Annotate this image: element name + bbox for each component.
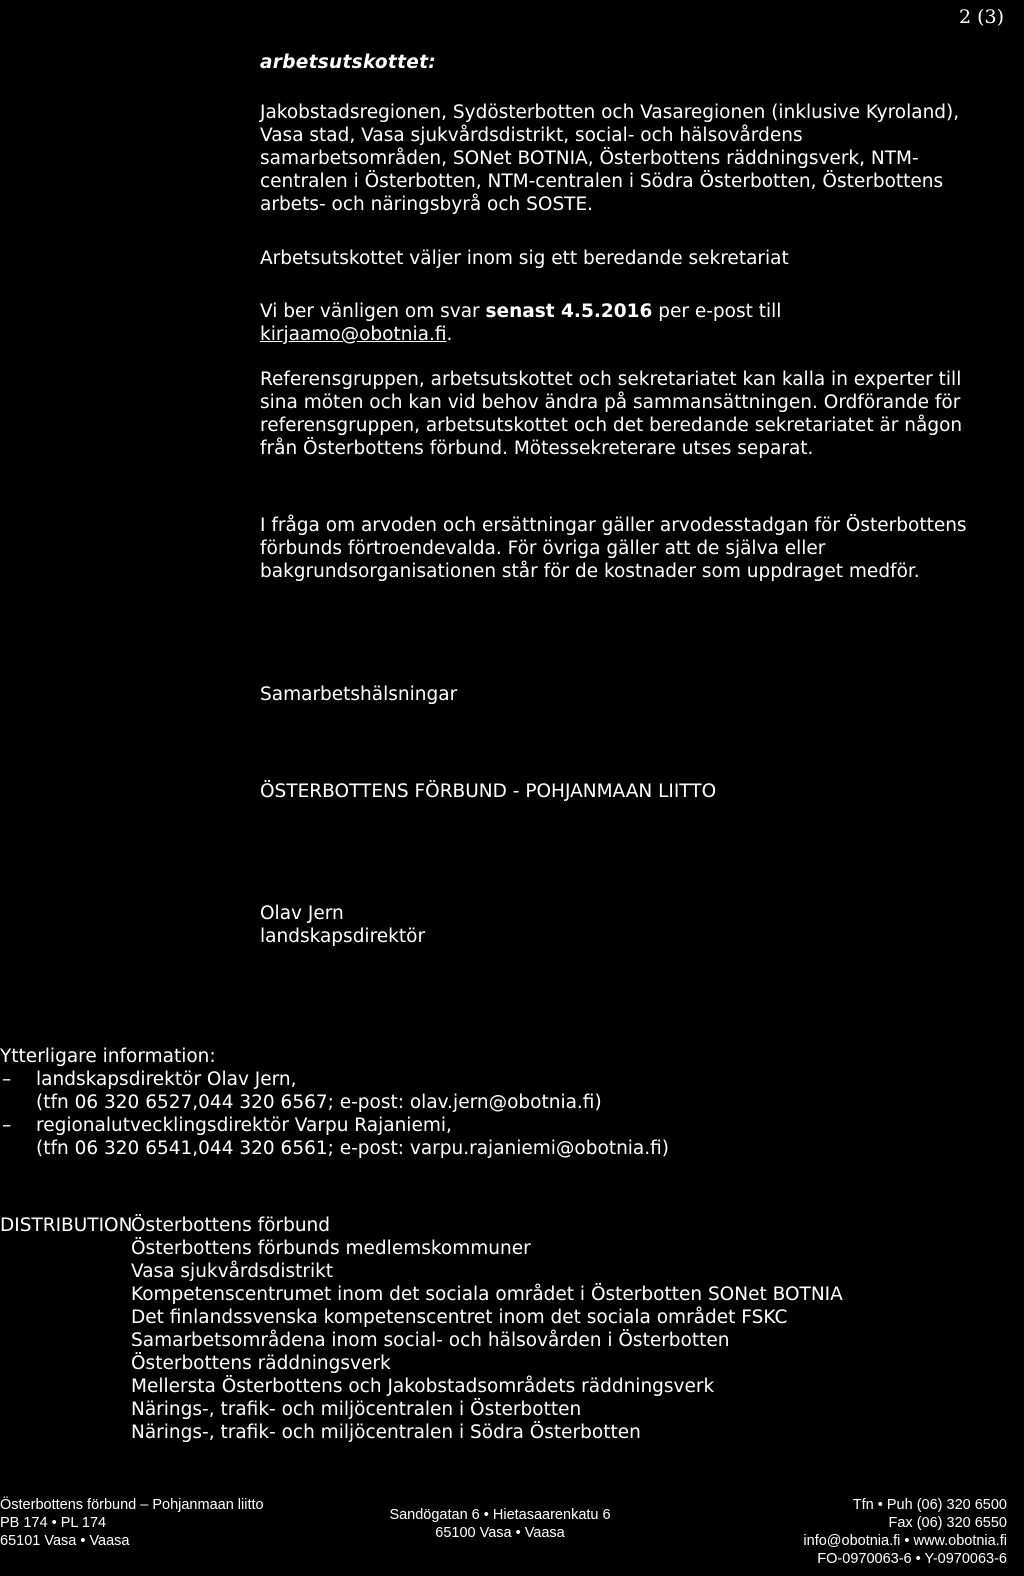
- contact-item: [0, 1114, 1000, 1160]
- contact-line1: regionalutvecklingsdirektör Varpu Rajaniemi,: [36, 1115, 452, 1136]
- reply-suffix: .: [446, 324, 453, 345]
- footer-address-block: [0, 1496, 264, 1550]
- signatory-title: landskapsdirektör: [260, 926, 426, 947]
- compensation-paragraph: I fråga om arvoden och ersättningar gäller arvodesstadgan för Österbottens förbunds förtroendevalda. För övriga gäller att de själva eller bakgrundsorganisationen står för de kostnader som uppdraget medför.: [260, 515, 967, 582]
- footer-street-block: [384, 1506, 616, 1542]
- members-paragraph: Jakobstadsregionen, Sydösterbotten och Vasaregionen (inklusive Kyroland), Vasa stad, Vasa sjukvårdsdistrikt, social- och hälsovårdens samarbetsområden, SONet BOTNIA, Österbottens räddningsverk, NTM-centralen i Österbotten, NTM-centralen i Södra Österbotten, Österbottens arbets- och näringsbyrå och SOSTE.: [260, 102, 960, 215]
- experts-paragraph: Referensgruppen, arbetsutskottet och sekretariatet kan kalla in experter till sina möten och kan vid behov ändra på sammansättningen. Ordförande för referensgruppen, arbetsutskottet och det beredande sekretariatet är någon från Österbottens förbund. Mötessekreterare utses separat.: [260, 369, 963, 459]
- more-info-section: [0, 1045, 1000, 1160]
- recipient-item: Närings-, trafik- och miljöcentralen i Österbotten: [131, 1399, 582, 1420]
- organization-name: ÖSTERBOTTENS FÖRBUND - POHJANMAAN LIITTO: [260, 781, 717, 802]
- contact-line1: landskapsdirektör Olav Jern,: [36, 1069, 297, 1090]
- footer-postal: 65101 Vasa • Vaasa: [0, 1533, 130, 1549]
- reply-prefix: Vi ber vänligen om svar: [260, 301, 486, 322]
- footer-fax: Fax (06) 320 6550: [888, 1515, 1007, 1531]
- footer-web: info@obotnia.fi • www.obotnia.fi: [803, 1533, 1007, 1549]
- recipient-item: Mellersta Österbottens och Jakobstadsområdets räddningsverk: [131, 1376, 715, 1397]
- reply-request: [260, 300, 890, 346]
- signatory: [260, 902, 425, 948]
- contact-line2: (tfn 06 320 6527,044 320 6567; e-post: olav.jern@obotnia.fi): [36, 1092, 602, 1113]
- footer-street: Sandögatan 6 • Hietasaarenkatu 6: [389, 1507, 611, 1523]
- footer-city: 65100 Vasa • Vaasa: [435, 1525, 565, 1541]
- recipient-item: Österbottens förbund: [131, 1215, 331, 1236]
- distribution-label: DISTRIBUTION: [0, 1215, 133, 1236]
- footer-business-id: FO-0970063-6 • Y-0970063-6: [817, 1551, 1007, 1567]
- contact-item: [0, 1068, 1000, 1114]
- recipient-item: Österbottens räddningsverk: [131, 1353, 391, 1374]
- recipient-item: Vasa sjukvårdsdistrikt: [131, 1261, 334, 1282]
- recipient-item: Närings-, trafik- och miljöcentralen i Södra Österbotten: [131, 1422, 641, 1443]
- recipient-item: Kompetenscentrumet inom det sociala området i Österbotten SONet BOTNIA: [131, 1284, 843, 1305]
- footer-po-box: PB 174 • PL 174: [0, 1515, 107, 1531]
- reply-email-link[interactable]: kirjaamo@obotnia.fi: [260, 324, 447, 345]
- distribution-list: [131, 1214, 1011, 1444]
- reply-middle: per e-post till: [652, 301, 782, 322]
- section-heading: arbetsutskottet:: [260, 52, 436, 73]
- reply-deadline: senast 4.5.2016: [485, 301, 653, 322]
- secretariat-sentence: Arbetsutskottet väljer inom sig ett beredande sekretariat: [260, 248, 789, 269]
- signatory-name: Olav Jern: [260, 903, 344, 924]
- recipient-item: Samarbetsområdena inom social- och hälsovården i Österbotten: [131, 1330, 730, 1351]
- recipient-item: Det finlandssvenska kompetenscentret inom det sociala området FSKC: [131, 1307, 788, 1328]
- dash-bullet-icon: –: [2, 1069, 12, 1090]
- footer-contact-block: [760, 1496, 1007, 1568]
- contact-line2: (tfn 06 320 6541,044 320 6561; e-post: varpu.rajaniemi@obotnia.fi): [36, 1138, 670, 1159]
- page-number: 2 (3): [958, 6, 1004, 28]
- recipient-item: Österbottens förbunds medlemskommuner: [131, 1238, 531, 1259]
- footer-phone: Tfn • Puh (06) 320 6500: [852, 1497, 1007, 1513]
- greeting: Samarbetshälsningar: [260, 684, 458, 705]
- more-info-title: Ytterligare information:: [0, 1046, 216, 1067]
- dash-bullet-icon: –: [2, 1115, 12, 1136]
- footer-org-name: Österbottens förbund – Pohjanmaan liitto: [0, 1497, 264, 1513]
